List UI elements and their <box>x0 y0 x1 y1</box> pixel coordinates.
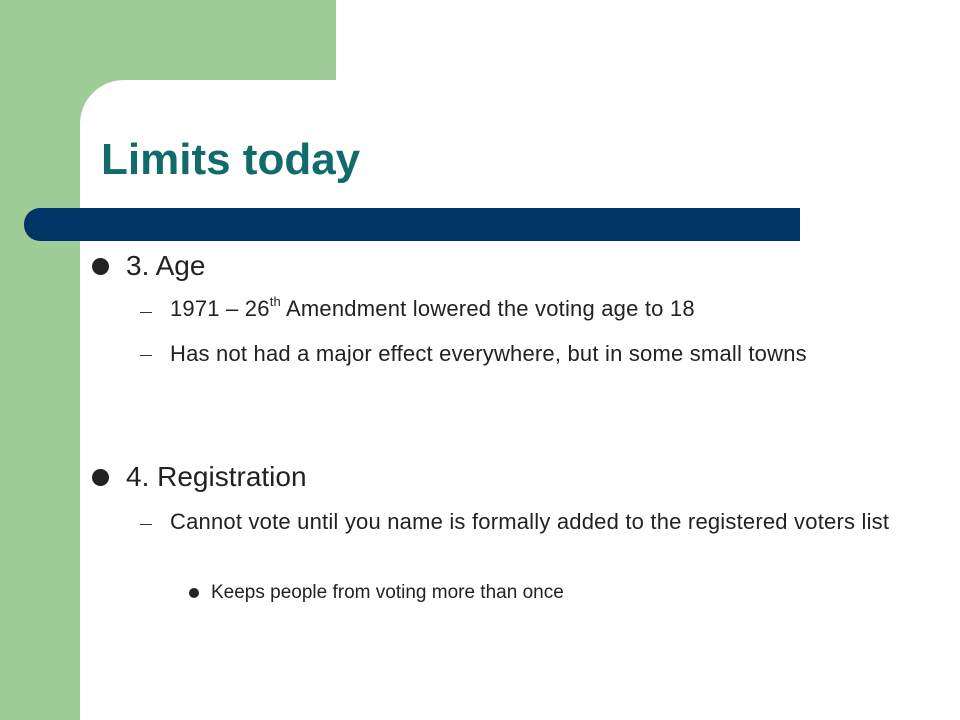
list-item-amendment <box>170 293 930 322</box>
bullet-icon <box>92 469 109 486</box>
list-item-effect: Has not had a major effect everywhere, but in some small towns <box>170 341 807 366</box>
bullet-icon <box>92 258 109 275</box>
slide-title: Limits today <box>101 135 361 184</box>
sub-bullet-icon <box>189 588 199 598</box>
dash-icon <box>140 312 152 313</box>
amendment-text-post: Amendment lowered the voting age to 18 <box>280 296 695 321</box>
list-subitem-once: Keeps people from voting more than once <box>211 582 564 603</box>
dash-icon <box>140 355 152 356</box>
ordinal-suffix: th <box>269 293 281 309</box>
title-divider <box>24 208 800 241</box>
dash-icon <box>140 524 152 525</box>
section-heading-age: 3. Age <box>126 250 206 281</box>
amendment-text-pre: 1971 – 26 <box>170 296 270 321</box>
list-item-registration: Cannot vote until you name is formally added to the registered voters list <box>170 509 890 534</box>
section-heading-registration: 4. Registration <box>126 461 307 492</box>
